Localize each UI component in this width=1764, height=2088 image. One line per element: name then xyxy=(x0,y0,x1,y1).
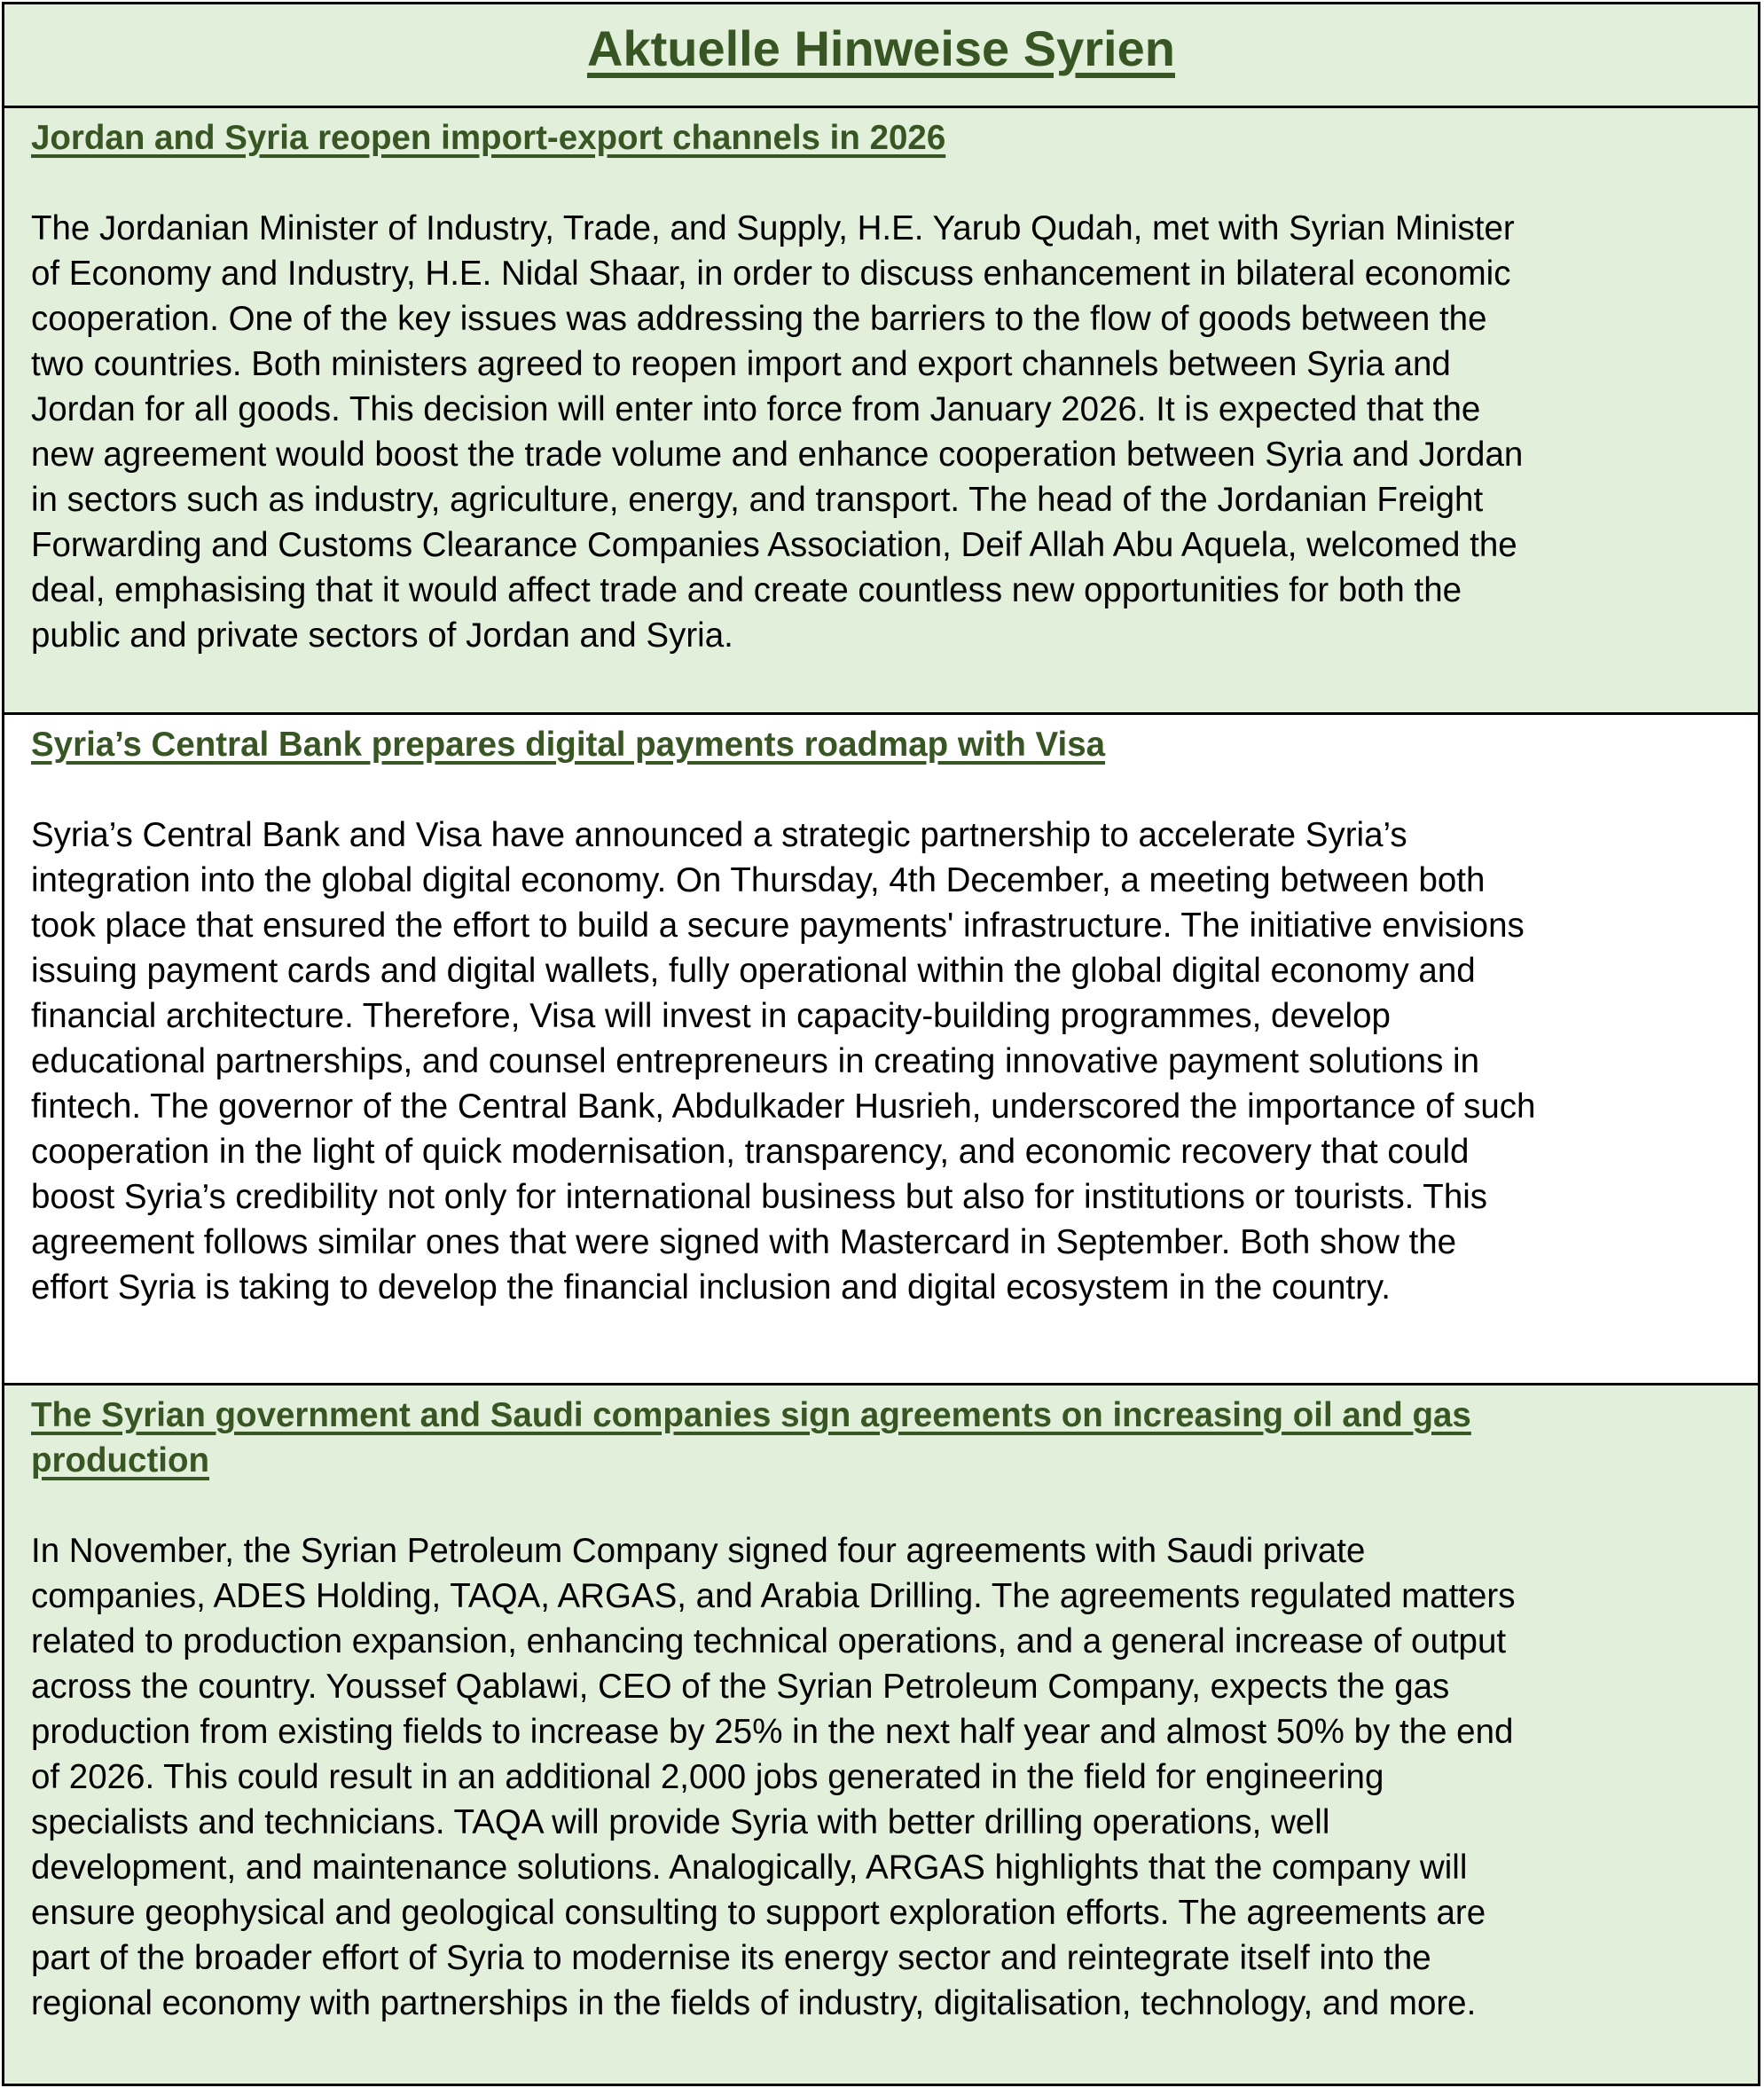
body-text-line: In November, the Syrian Petroleum Company signed four agreements with Saudi private xyxy=(31,1532,1366,1570)
body-text-line: effort Syria is taking to develop the financial inclusion and digital ecosystem in the country. xyxy=(31,1268,1392,1307)
body-text-line: new agreement would boost the trade volume and enhance cooperation between Syria and Jordan xyxy=(31,436,1524,474)
body-text-line: production from existing fields to increase by 25% in the next half year and almost 50% by the end xyxy=(31,1713,1514,1751)
body-text-line: ensure geophysical and geological consulting to support exploration efforts. The agreements are xyxy=(31,1894,1486,1932)
body-text-line: related to production expansion, enhancing technical operations, and a general increase of output xyxy=(31,1622,1507,1660)
body-text-line: part of the broader effort of Syria to modernise its energy sector and reintegrate itself into the xyxy=(31,1939,1431,1977)
spacer xyxy=(31,161,1758,206)
news-section xyxy=(4,715,1758,1385)
spacer xyxy=(31,767,1758,812)
news-section xyxy=(4,108,1758,715)
section-heading: Syria’s Central Bank prepares digital payments roadmap with Visa xyxy=(31,726,1106,764)
spacer xyxy=(31,1483,1758,1528)
body-text-line: cooperation in the light of quick modernisation, transparency, and economic recovery that could xyxy=(31,1133,1470,1171)
title-row xyxy=(4,4,1758,108)
body-text-line: specialists and technicians. TAQA will provide Syria with better drilling operations, well xyxy=(31,1803,1330,1841)
body-text-line: across the country. Youssef Qablawi, CEO of the Syrian Petroleum Company, expects the gas xyxy=(31,1668,1450,1706)
body-text-line: public and private sectors of Jordan and Syria. xyxy=(31,616,733,655)
body-text-line: regional economy with partnerships in the fields of industry, digitalisation, technology, and more. xyxy=(31,1984,1477,2022)
section-heading: Jordan and Syria reopen import-export channels in 2026 xyxy=(31,119,946,157)
body-text-line: issuing payment cards and digital wallets, fully operational within the global digital economy and xyxy=(31,952,1476,990)
news-table xyxy=(2,2,1760,2086)
news-section xyxy=(4,1385,1758,2084)
body-text-line: The Jordanian Minister of Industry, Trade, and Supply, H.E. Yarub Qudah, met with Syrian Minister xyxy=(31,209,1515,247)
body-text-line: Forwarding and Customs Clearance Companies Association, Deif Allah Abu Aquela, welcomed the xyxy=(31,526,1517,564)
body-text-line: of 2026. This could result in an additional 2,000 jobs generated in the field for engineering xyxy=(31,1758,1384,1796)
page-title: Aktuelle Hinweise Syrien xyxy=(587,20,1175,76)
body-text-line: two countries. Both ministers agreed to reopen import and export channels between Syria and xyxy=(31,345,1451,383)
section-heading: The Syrian government and Saudi companies sign agreements on increasing oil and gas xyxy=(31,1396,1471,1434)
body-text-line: boost Syria’s credibility not only for international business but also for institutions or tourists. This xyxy=(31,1178,1488,1216)
body-text-line: companies, ADES Holding, TAQA, ARGAS, and Arabia Drilling. The agreements regulated matters xyxy=(31,1577,1516,1615)
body-text-line: Jordan for all goods. This decision will enter into force from January 2026. It is expected that the xyxy=(31,390,1481,428)
body-text-line: fintech. The governor of the Central Bank, Abdulkader Husrieh, underscored the importance of such xyxy=(31,1087,1536,1126)
body-text-line: cooperation. One of the key issues was addressing the barriers to the flow of goods between the xyxy=(31,300,1487,338)
body-text-line: integration into the global digital economy. On Thursday, 4th December, a meeting between both xyxy=(31,861,1486,899)
section-heading: production xyxy=(31,1441,210,1480)
body-text-line: financial architecture. Therefore, Visa will invest in capacity-building programmes, develop xyxy=(31,997,1391,1035)
body-text-line: of Economy and Industry, H.E. Nidal Shaar, in order to discuss enhancement in bilateral economic xyxy=(31,255,1511,293)
body-text-line: Syria’s Central Bank and Visa have announced a strategic partnership to accelerate Syria’s xyxy=(31,816,1407,854)
body-text-line: in sectors such as industry, agriculture, energy, and transport. The head of the Jordanian Freight xyxy=(31,481,1484,519)
body-text-line: development, and maintenance solutions. Analogically, ARGAS highlights that the company will xyxy=(31,1849,1468,1887)
body-text-line: took place that ensured the effort to build a secure payments' infrastructure. The initiative envisions xyxy=(31,907,1525,945)
body-text-line: educational partnerships, and counsel entrepreneurs in creating innovative payment solutions in xyxy=(31,1042,1479,1080)
body-text-line: agreement follows similar ones that were signed with Mastercard in September. Both show the xyxy=(31,1223,1457,1261)
body-text-line: deal, emphasising that it would affect trade and create countless new opportunities for both the xyxy=(31,571,1462,609)
